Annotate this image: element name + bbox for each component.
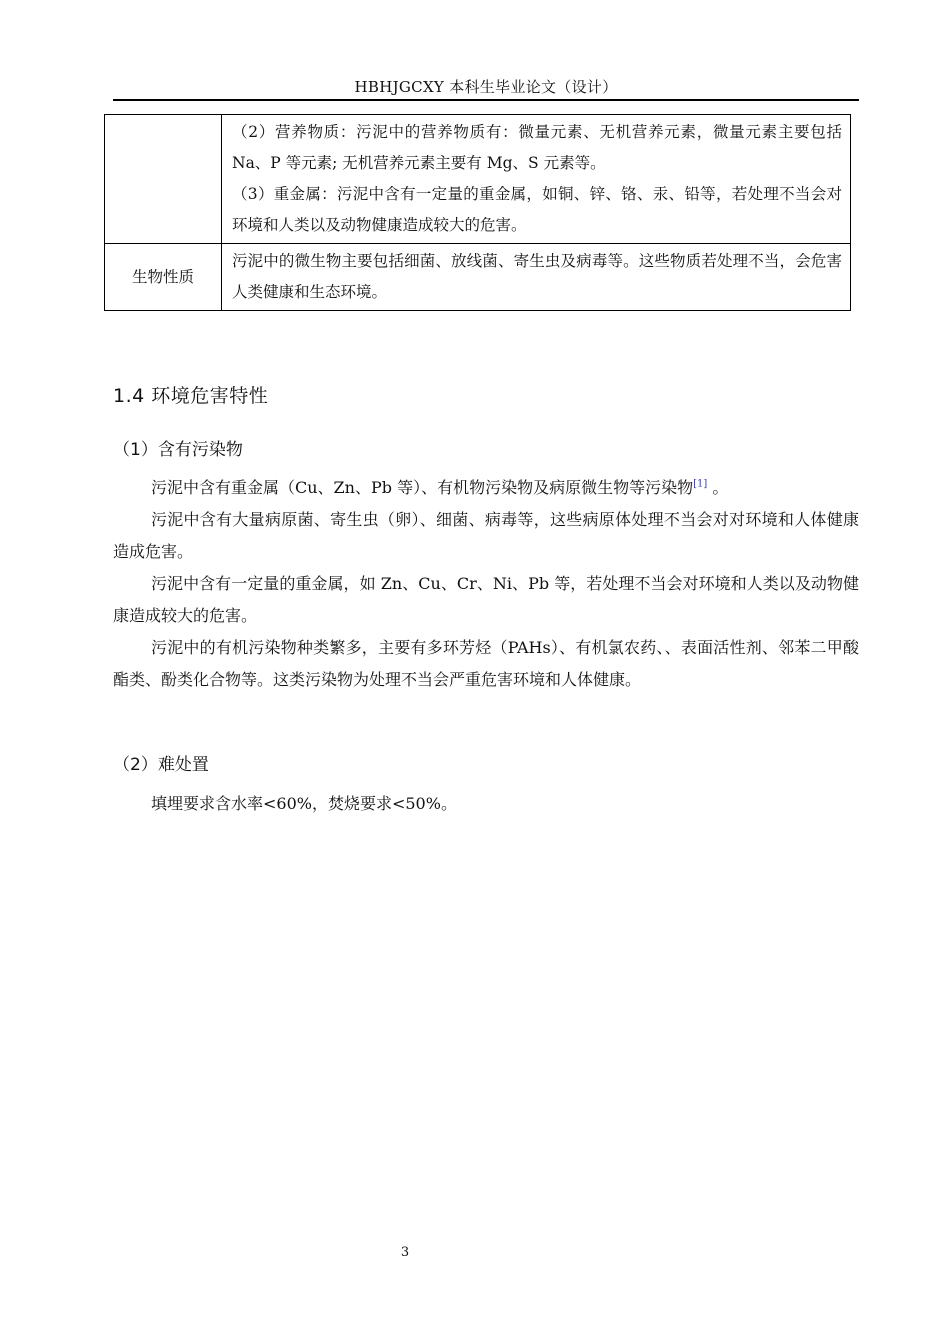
nutrients-text: （2）营养物质：污泥中的营养物质有：微量元素、无机营养元素，微量元素主要包括 Na、P 等元素; 无机营养元素主要有 Mg、S 元素等。	[232, 123, 842, 172]
table-label-cell: 生物性质	[105, 244, 222, 311]
paragraph-text: 污泥中含有重金属（Cu、Zn、Pb 等）、有机物污染物及病原微生物等污染物	[151, 478, 694, 497]
header-divider	[113, 99, 859, 101]
table-content-cell	[222, 115, 851, 244]
table-row	[105, 244, 851, 311]
paragraph	[113, 472, 859, 504]
paragraph-end: 。	[707, 478, 729, 497]
paragraph: 污泥中含有一定量的重金属，如 Zn、Cu、Cr、Ni、Pb 等，若处理不当会对环境和人类以及动物健康造成较大的危害。	[113, 574, 859, 625]
paragraph: 污泥中含有大量病原菌、寄生虫（卵）、细菌、病毒等，这些病原体处理不当会对对环境和人体健康造成危害。	[113, 510, 859, 561]
table-content-cell	[222, 244, 851, 311]
subsection-heading-disposal: （2）难处置	[113, 755, 209, 775]
paragraph: 污泥中的有机污染物种类繁多，主要有多环芳烃（PAHs）、有机氯农药、、表面活性剂、邻苯二甲酸酯类、酚类化合物等。这类污染物为处理不当会严重危害环境和人体健康。	[113, 638, 859, 689]
page-number: 3	[400, 1245, 410, 1260]
table-label-cell	[105, 115, 222, 244]
table-row	[105, 115, 851, 244]
section-heading: 1.4 环境危害特性	[113, 385, 269, 407]
page-header: HBHJGCXY 本科生毕业论文（设计）	[354, 78, 618, 96]
subsection-heading-pollutants: （1）含有污染物	[113, 440, 243, 460]
heavy-metals-text: （3）重金属：污泥中含有一定量的重金属，如铜、锌、铬、汞、铅等，若处理不当会对环境和人类以及动物健康造成较大的危害。	[232, 185, 842, 234]
biological-text: 污泥中的微生物主要包括细菌、放线菌、寄生虫及病毒等。这些物质若处理不当，会危害人类健康和生态环境。	[232, 252, 842, 301]
citation-link[interactable]: [1]	[693, 478, 708, 490]
properties-table	[104, 114, 851, 311]
paragraph: 填埋要求含水率<60%，焚烧要求<50%。	[151, 794, 457, 813]
